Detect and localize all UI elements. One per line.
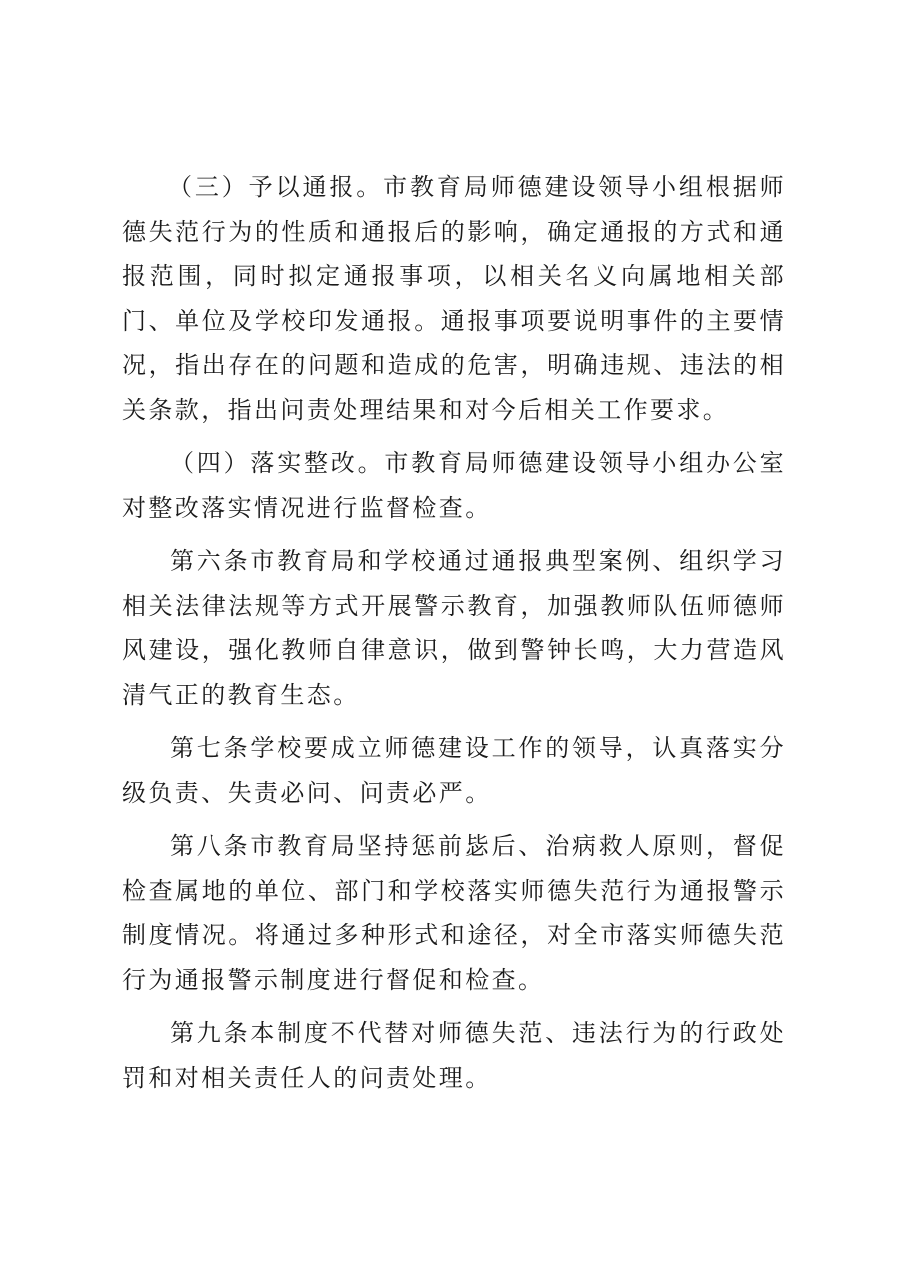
paragraph-article-8: 第八条市教育局坚持惩前毖后、治病救人原则，督促检查属地的单位、部门和学校落实师德失范行为通报警示制度情况。将通过多种形式和途径，对全市落实师德失范行为通报警示制度进行督促和检查。 xyxy=(122,832,786,994)
document-body xyxy=(122,165,786,1109)
paragraph-rectification: （四）落实整改。市教育局师德建设领导小组办公室对整改落实情况进行监督检查。 xyxy=(122,449,786,522)
paragraph-notification: （三）予以通报。市教育局师德建设领导小组根据师德失范行为的性质和通报后的影响，确定通报的方式和通报范围，同时拟定通报事项，以相关名义向属地相关部门、单位及学校印发通报。通报事项要说明事件的主要情况，指出存在的问题和造成的危害，明确违规、违法的相关条款，指出问责处理结果和对今后相关工作要求。 xyxy=(122,173,786,424)
paragraph-article-7: 第七条学校要成立师德建设工作的领导，认真落实分级负责、失责必问、问责必严。 xyxy=(122,734,786,807)
paragraph-article-9: 第九条本制度不代替对师德失范、违法行为的行政处罚和对相关责任人的问责处理。 xyxy=(122,1019,786,1092)
paragraph-article-6: 第六条市教育局和学校通过通报典型案例、组织学习相关法律法规等方式开展警示教育，加强教师队伍师德师风建设，强化教师自律意识，做到警钟长鸣，大力营造风清气正的教育生态。 xyxy=(122,547,786,709)
